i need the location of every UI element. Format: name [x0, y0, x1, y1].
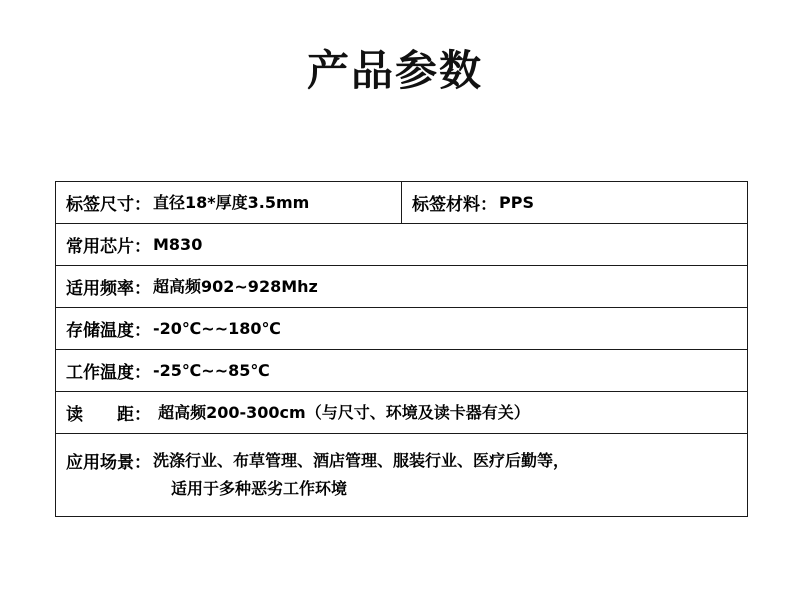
table-cell-working-temp — [56, 350, 748, 392]
table-row — [56, 392, 748, 434]
spec-value: PPS — [499, 192, 534, 212]
table-row — [56, 266, 748, 308]
spec-value: -25℃~~85℃ — [153, 360, 270, 380]
spec-value: 超高频200-300cm（与尺寸、环境及读卡器有关） — [158, 402, 530, 422]
table-cell-label-size — [56, 182, 402, 224]
table-cell-storage-temp — [56, 308, 748, 350]
spec-value: 直径18*厚度3.5mm — [153, 192, 310, 212]
spec-value-line-2: 适用于多种恶劣工作环境 — [171, 479, 348, 498]
table-cell-read-range — [56, 392, 748, 434]
product-spec-page — [0, 38, 790, 613]
table-cell-chip — [56, 224, 748, 266]
spec-label: 应用场景： — [66, 453, 151, 473]
spec-label: 读 距： — [66, 405, 151, 425]
spec-label: 工作温度： — [66, 363, 151, 383]
spec-label: 适用频率： — [66, 279, 151, 299]
table-row — [56, 308, 748, 350]
table-row — [56, 434, 748, 517]
spec-value-line-1: 洗涤行业、布草管理、酒店管理、服装行业、医疗后勤等， — [153, 451, 570, 470]
spec-label: 存储温度： — [66, 321, 151, 341]
spec-value: M830 — [153, 234, 203, 254]
table-row — [56, 224, 748, 266]
spec-label: 标签材料： — [412, 195, 497, 215]
page-title: 产品参数 — [306, 46, 483, 95]
spec-value: 超高频902~928Mhz — [153, 276, 318, 296]
table-row — [56, 350, 748, 392]
table-cell-label-material — [402, 182, 748, 224]
spec-value-block — [153, 447, 569, 503]
product-spec-table — [55, 181, 748, 517]
spec-value: -20℃~~180℃ — [153, 318, 281, 338]
table-cell-frequency — [56, 266, 748, 308]
spec-label: 常用芯片： — [66, 237, 151, 257]
table-cell-application — [56, 434, 748, 517]
table-row — [56, 182, 748, 224]
spec-label: 标签尺寸： — [66, 195, 151, 215]
